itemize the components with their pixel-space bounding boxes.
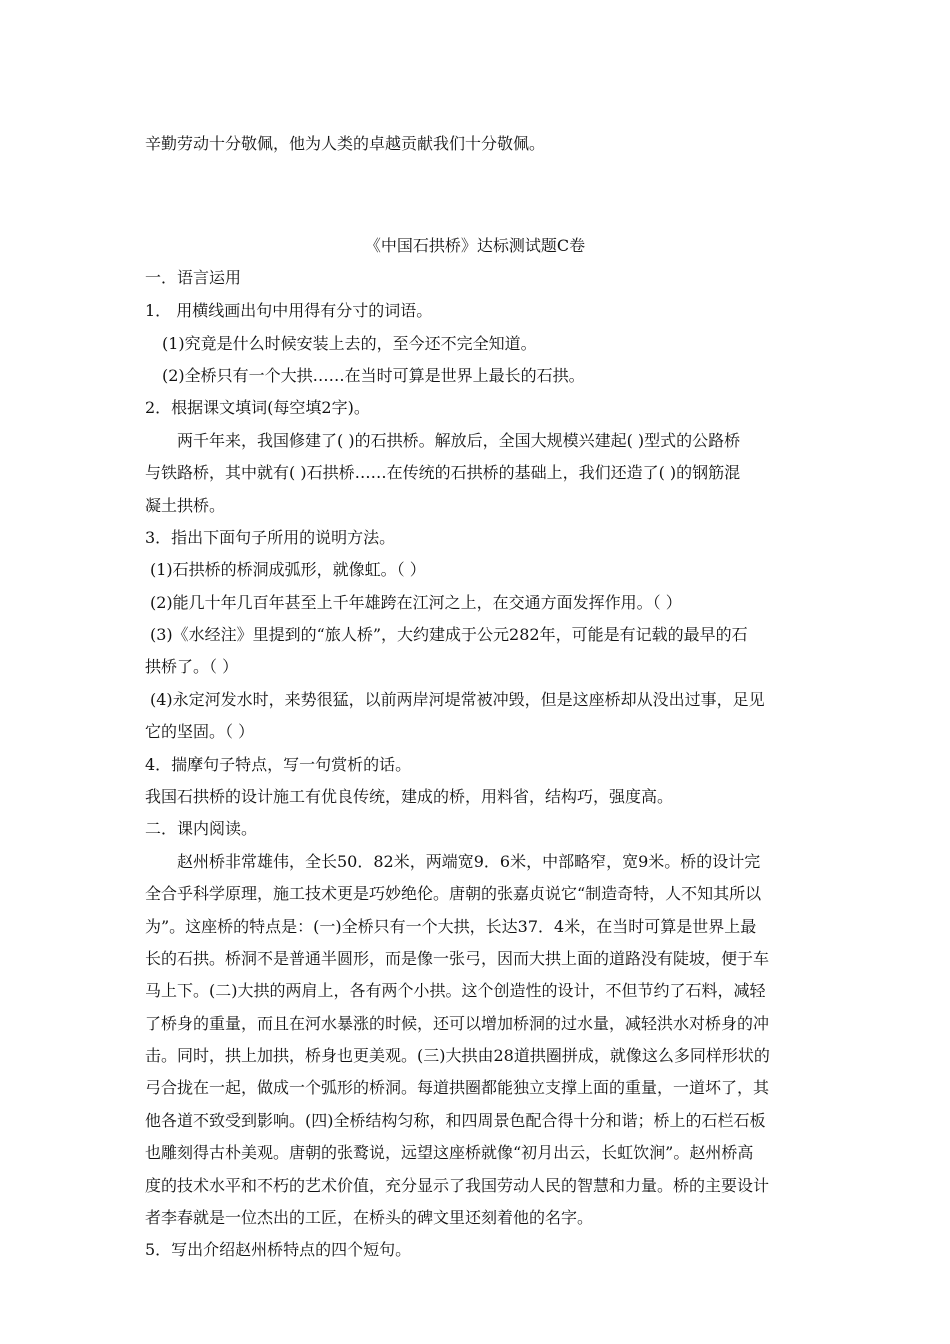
passage-line: 全合乎科学原理，施工技术更是巧妙绝伦。唐朝的张嘉贞说它“制造奇特，人不知其所以 [145,884,762,903]
question1-item2: (2)全桥只有一个大拱……在当时可算是世界上最长的石拱。 [162,366,585,385]
passage-line: 马上下。(二)大拱的两肩上，各有两个小拱。这个创造性的设计，不但节约了石料，减轻 [145,981,766,1000]
passage-line: 也雕刻得古朴美观。唐朝的张鹜说，远望这座桥就像“初月出云，长虹饮涧”。赵州桥高 [145,1143,754,1162]
passage-line: 度的技术水平和不朽的艺术价值，充分显示了我国劳动人民的智慧和力量。桥的主要设计 [145,1176,770,1195]
question2-line1: 两千年来，我国修建了( )的石拱桥。解放后，全国大规模兴建起( )型式的公路桥 [177,431,741,450]
question3-item4-line2: 它的坚固。（ ） [145,722,255,741]
continued-text-line: 辛勤劳动十分敬佩，他为人类的卓越贡献我们十分敬佩。 [145,134,546,153]
question4-stem: 4．揣摩句子特点，写一句赏析的话。 [145,755,412,774]
passage-line: 他各道不致受到影响。(四)全桥结构匀称，和四周景色配合得十分和谐；桥上的石栏石板 [145,1111,766,1130]
question1-item1: (1)究竟是什么时候安装上去的，至今还不完全知道。 [162,334,537,353]
question1-stem: 1． 用横线画出句中用得有分寸的词语。 [145,301,433,320]
question3-item1: (1)石拱桥的桥洞成弧形，就像虹。（ ） [150,560,426,579]
passage-line: 击。同时，拱上加拱，桥身也更美观。(三)大拱由28道拱圈拼成，就像这么多同样形状的 [145,1046,770,1065]
question3-item3-line1: (3)《水经注》里提到的“旅人桥”，大约建成于公元282年，可能是有记载的最早的石 [150,625,748,644]
passage-line: 者李春就是一位杰出的工匠，在桥头的碑文里还刻着他的名字。 [145,1208,594,1227]
passage-line: 赵州桥非常雄伟，全长50．82米，两端宽9．6米，中部略窄，宽9米。桥的设计完 [177,852,761,871]
section1-heading: 一．语言运用 [145,268,242,287]
question3-stem: 3．指出下面句子所用的说明方法。 [145,528,396,547]
question4-text: 我国石拱桥的设计施工有优良传统，建成的桥，用料省，结构巧，强度高。 [145,787,674,806]
question2-stem: 2．根据课文填词(每空填2字)。 [145,398,370,417]
question3-item4-line1: (4)永定河发水时，来势很猛，以前两岸河堤常被冲毁，但是这座桥却从没出过事，足见 [150,690,765,709]
question3-item3-line2: 拱桥了。（ ） [145,657,239,676]
question3-item2: (2)能几十年几百年甚至上千年雄跨在江河之上，在交通方面发挥作用。（ ） [150,593,682,612]
passage-line: 长的石拱。桥洞不是普通半圆形，而是像一张弓，因而大拱上面的道路没有陡坡，便于车 [145,949,770,968]
section2-heading: 二．课内阅读。 [145,819,258,838]
question2-line3: 凝土拱桥。 [145,496,226,515]
question2-line2: 与铁路桥，其中就有( )石拱桥……在传统的石拱桥的基础上，我们还造了( )的钢筋混 [145,463,741,482]
passage-line: 了桥身的重量，而且在河水暴涨的时候，还可以增加桥洞的过水量，减轻洪水对桥身的冲 [145,1014,770,1033]
passage-line: 弓合拢在一起，做成一个弧形的桥洞。每道拱圈都能独立支撑上面的重量，一道坏了，其 [145,1078,770,1097]
document-title: 《中国石拱桥》达标测试题C卷 [364,236,586,255]
question5-stem: 5．写出介绍赵州桥特点的四个短句。 [145,1240,412,1259]
passage-line: 为”。这座桥的特点是：(一)全桥只有一个大拱，长达37．4米，在当时可算是世界上最 [145,917,757,936]
